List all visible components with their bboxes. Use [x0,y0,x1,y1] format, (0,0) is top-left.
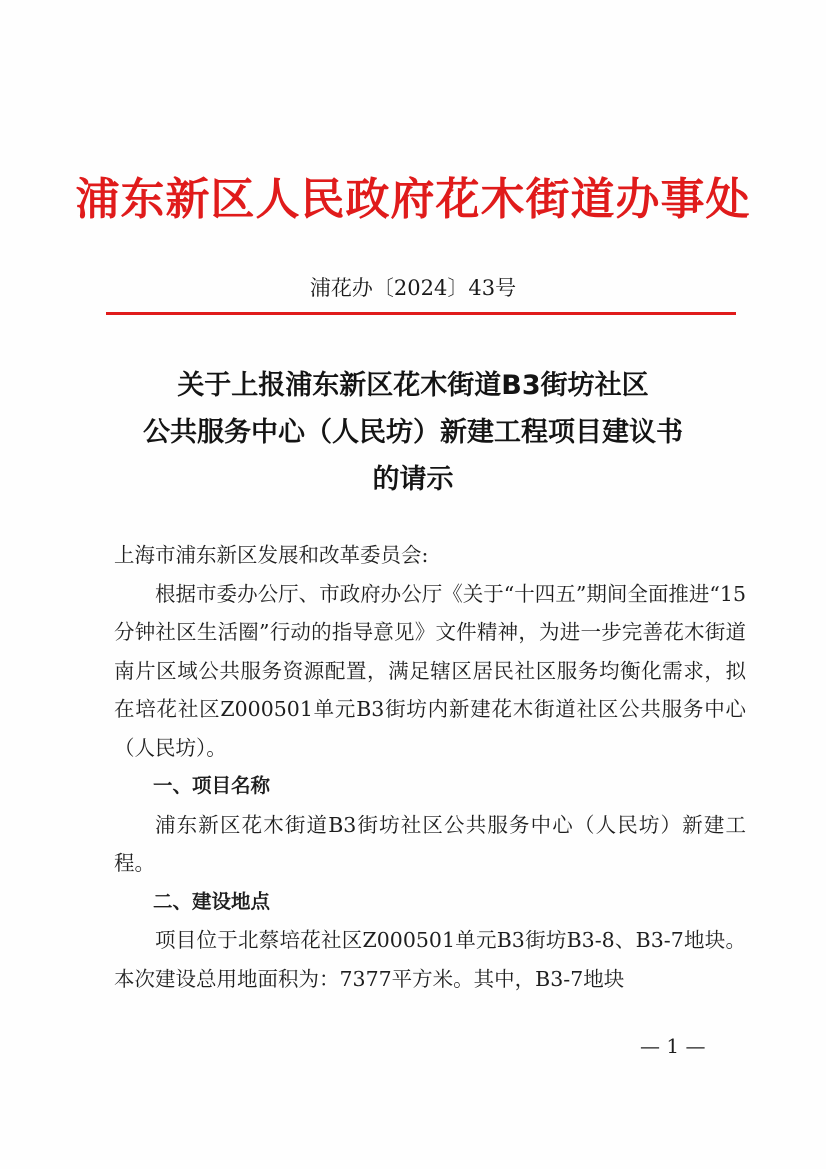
document-body [114,536,746,998]
title-line-3: 的请示 [372,464,454,495]
addressee: 上海市浦东新区发展和改革委员会: [114,543,429,567]
page-number: — 1 — [640,1034,706,1058]
issuing-organization-header: 浦东新区人民政府花木街道办事处 [75,174,751,225]
document-title [60,362,766,503]
document-number: 浦花办〔2024〕43号 [309,276,517,300]
body-paragraph: 根据市委办公厅、市政府办公厅《关于“十四五”期间全面推进“15分钟社区生活圈”行动的指导意见》文件精神，为进一步完善花木街道南片区域公共服务资源配置，满足辖区居民社区服务均衡化需求，拟在培花社区Z000501单元B3街坊内新建花木街道社区公共服务中心（人民坊）。 [114,581,746,760]
section-heading-project-name: 一、项目名称 [153,774,271,797]
title-line-2: 公共服务中心（人民坊）新建工程项目建议书 [143,417,683,448]
section-text-project-name: 浦东新区花木街道B3街坊社区公共服务中心（人民坊）新建工程。 [114,812,746,875]
section-heading-location: 二、建设地点 [153,889,271,913]
red-separator-line [106,312,736,315]
title-line-1: 关于上报浦东新区花木街道B3街坊社区 [177,370,649,401]
section-text-location: 项目位于北蔡培花社区Z000501单元B3街坊B3-8、B3-7地块。本次建设总用地面积为：7377平方米。其中，B3-7地块 [114,928,746,991]
